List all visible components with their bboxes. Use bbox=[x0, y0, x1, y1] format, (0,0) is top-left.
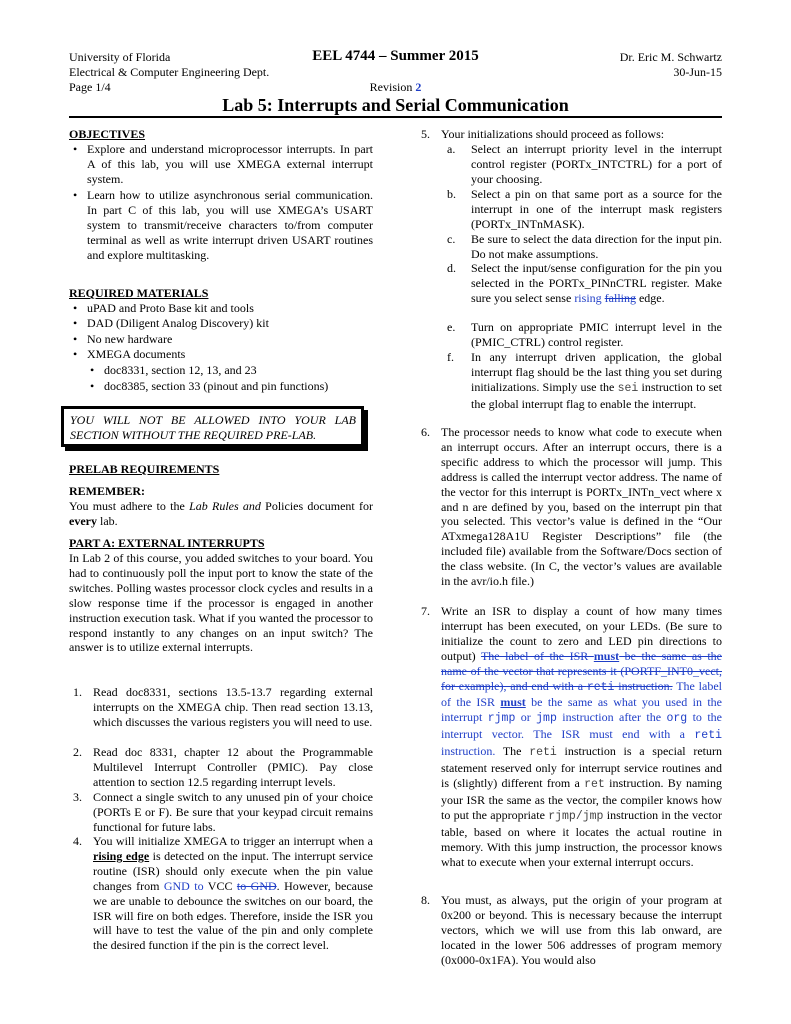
objectives-heading: OBJECTIVES bbox=[69, 127, 146, 141]
header-date: 30-Jun-15 bbox=[673, 65, 722, 79]
header-university: University of Florida bbox=[69, 50, 171, 64]
material-subitem-2: • doc8385, section 33 (pinout and pin functions) bbox=[104, 379, 328, 394]
material-item-2: • DAD (Diligent Analog Discovery) kit bbox=[87, 316, 269, 331]
title-rule bbox=[69, 116, 722, 118]
left-step-1: 1. Read doc8331, sections 13.5-13.7 regarding external interrupts on the XMEGA chip. Then read section 13.13, which discusses the various registers you will need to use. bbox=[73, 685, 373, 729]
remember-text: You must adhere to the Lab Rules and Policies document for every lab. bbox=[69, 499, 374, 528]
header-course: EEL 4744 – Summer 2015 bbox=[312, 48, 479, 64]
left-step-2: 2. Read doc 8331, chapter 12 about the Programmable Multilevel Interrupt Controller (PMIC). Pay close attention to section 12.5 regarding interrupt levels. bbox=[73, 745, 373, 789]
right-step-5: 5. Your initializations should proceed as follows: bbox=[421, 127, 665, 141]
remember-heading: REMEMBER: bbox=[69, 484, 145, 498]
header-author: Dr. Eric M. Schwartz bbox=[619, 50, 722, 64]
substep-f: f. In any interrupt driven application, the global interrupt flag should be the last thing you set during initializations. Simply use the sei instruction to set the global interrupt flag to enable the interrupt. bbox=[447, 350, 723, 411]
objective-item-2: • Learn how to utilize asynchronous serial communication. In part C of this lab, you will use XMEGA’s USART system to transmit/receive characters to/from computer terminal as well as write interrupt driven USART routines and explore multitasking. bbox=[87, 188, 373, 263]
substep-d: d. Select the input/sense configuration for the pin you selected in the PORTx_PINnCTRL register. Make sure you select sense rising falling edge. bbox=[447, 261, 722, 305]
required-materials-heading: REQUIRED MATERIALS bbox=[69, 286, 209, 300]
revision-number: 2 bbox=[415, 80, 422, 94]
prelab-heading: PRELAB REQUIREMENTS bbox=[69, 462, 220, 476]
material-item-3: • No new hardware bbox=[87, 332, 172, 347]
warning-box bbox=[61, 406, 364, 447]
header-department: Electrical & Computer Engineering Dept. bbox=[69, 65, 270, 79]
material-subitem-1: • doc8331, section 12, 13, and 23 bbox=[104, 363, 257, 378]
header-page: Page 1/4 bbox=[69, 80, 111, 94]
material-item-1: • uPAD and Proto Base kit and tools bbox=[87, 301, 254, 316]
part-a-heading: PART A: EXTERNAL INTERRUPTS bbox=[69, 536, 265, 550]
right-step-7: 7. Write an ISR to display a count of how many times interrupt has been executed, on your LEDs. (Be sure to initialize the count to zero and LED pin directions to output) The label of the ISR must be the same as the name of the vector that represents it (PORTF_INT0_vect, for example), and end with a reti instruction. The label of the ISR must be the same as what you used in the interrupt rjmp or jmp instruction after the org to the interrupt vector. The ISR must end with a reti instruction. The reti instruction is a special return statement reserved only for interrupt service routines and is (slightly) different from a ret instruction. By naming your ISR the same as the vector, the compiler knows how to put the appropriate rjmp/jmp instruction in the vector table, based on where it locates the actual routine in memory. With this jump instruction, the processor knows what to execute when your external interrupt occurs. bbox=[421, 604, 723, 869]
right-step-6: 6. The processor needs to know what code to execute when an interrupt occurs. After an interrupt occurs, there is a specific address to which the processor will jump. This address is called the interrupt vector address. The name of the vector for this interrupt is PORTx_INTn_vect where x and n are defined by you, based on the interrupt pin that you selected. This vector’s value is defined in the “Our ATxmega128A1U Register Descriptions” file (the included file) available from the Software/Docs section of the class website. (In C, the vector’s values are available in the avr/io.h file.) bbox=[421, 425, 722, 589]
substep-c: c. Be sure to select the data direction for the input pin. Do not make assumptions. bbox=[447, 232, 722, 261]
left-step-3: 3. Connect a single switch to any unused pin of your choice (PORTs E or F). Be sure that your keypad circuit remains functional for future labs. bbox=[73, 790, 373, 834]
header-revision bbox=[300, 80, 491, 95]
part-a-paragraph: In Lab 2 of this course, you added switches to your board. You had to continuously poll the input port to know the state of the switches. Polling wastes processor clock cycles and results in a slow response time if the processor is engaged in another instruction execution task. What if you wanted the processor to respond instantly to any changes on an input switch? The answer is to utilize external interrupts. bbox=[69, 551, 373, 655]
objective-item-1: • Explore and understand microprocessor interrupts. In part A of this lab, you will use XMEGA external interrupt system. bbox=[87, 142, 373, 187]
substep-a: a. Select an interrupt priority level in the interrupt control register (PORTx_INTCTRL) for a port of your choosing. bbox=[447, 142, 722, 186]
revision-label: Revision bbox=[369, 80, 413, 94]
right-step-8: 8. You must, as always, put the origin of your program at 0x200 or beyond. This is necessary because the interrupt vectors, which we will use from this lab onward, are located in the lower 506 addresses of program memory (0x000-0x1FA). You would also bbox=[421, 893, 722, 967]
substep-b: b. Select a pin on that same port as a source for the interrupt in one of the interrupt mask registers (PORTx_INTnMASK). bbox=[447, 187, 722, 231]
left-step-4: 4. You will initialize XMEGA to trigger an interrupt when a rising edge is detected on the input. The interrupt service routine (ISR) should only execute when the pin value changes from GND to VCC to GND. However, because we are unable to debounce the switches on our board, the ISR will fire on both edges. Therefore, inside the ISR you will have to test the value of the pin and only complete the desired function if the pin is the correct level. bbox=[73, 834, 373, 953]
material-item-4: • XMEGA documents bbox=[87, 347, 185, 362]
warning-text: YOU WILL NOT BE ALLOWED INTO YOUR LAB SECTION WITHOUT THE REQUIRED PRE-LAB. bbox=[70, 413, 356, 442]
substep-e: e. Turn on appropriate PMIC interrupt level in the (PMIC_CTRL) control register. bbox=[447, 320, 722, 349]
document-title: Lab 5: Interrupts and Serial Communication bbox=[222, 95, 569, 115]
